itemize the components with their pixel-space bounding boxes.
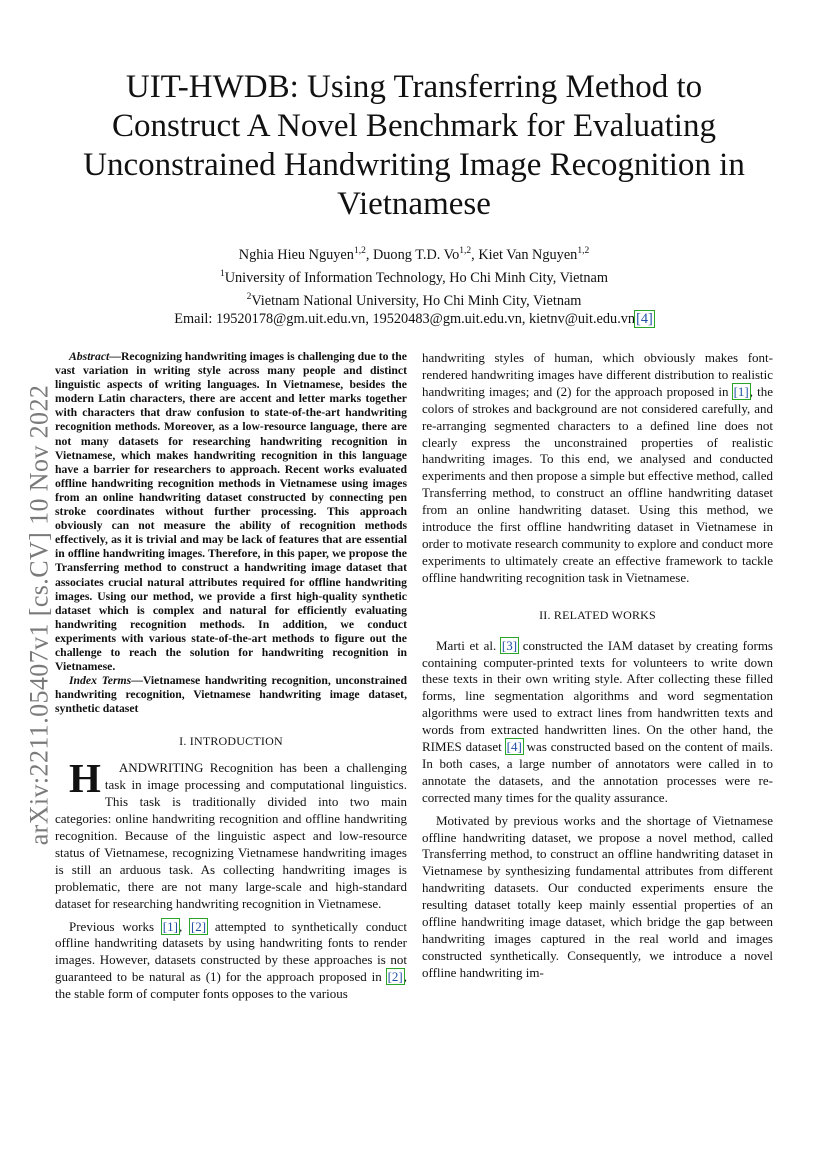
abstract: Abstract—Recognizing handwriting images is challenging due to the vast variation in writing style across many people and distinct linguistic aspects of writing languages. In Vietnamese, besides the modern Latin characters, there are accent and letter marks together with characters that draw confusion to state-of-the-art handwriting recognition methods. Moreover, as a low-resource language, there are not many datasets for researching handwriting recognition in Vietnamese, which makes handwriting recognition in this language have a barrier for researchers to approach. Recent works evaluated offline handwriting recognition methods in Vietnamese using images from an online handwriting dataset constructed by connecting pen stroke coordinates without further processing. This approach obviously can not measure the ability of recognition methods effectively, as it is trivial and may be lack of features that are essential in offline handwriting images. Therefore, in this paper, we propose the Transferring method to construct a handwriting image dataset that associates crucial natural attributes required for offline handwriting images. Using our method, we provide a first high-quality synthetic dataset which is complex and natural for efficiently evaluating handwriting recognition methods. In addition, we conduct experiments with various state-of-the-art methods to figure out the challenge to reach the solution for handwriting recognition in Vietnamese. (55, 350, 407, 674)
author-list: Nghia Hieu Nguyen$^{1,2}$, Duong T.D. Vo$^{1,2}$, Kiet Van Nguyen$^{1,2}$ (238, 246, 590, 263)
paper-title: UIT-HWDB: Using Transferring Method to Construct A Novel Benchmark for Evaluating Unconstrained Handwriting Image Recognition in Vietnamese (83, 69, 745, 222)
author-block (70, 242, 758, 329)
intro-paragraph-2: Previous works [1], [2] attempted to synthetically conduct offline handwriting datasets by using handwriting fonts to render images. However, datasets constructed by these approaches is not guaranteed to be natural as (1) for the approach proposed in [2], the stable form of computer fonts opposes to the various (55, 918, 408, 1002)
citation-link[interactable]: [1] (733, 383, 749, 399)
right-column (422, 350, 773, 982)
citation-link[interactable]: [3] (501, 637, 518, 653)
citation-link[interactable]: [2] (190, 918, 207, 934)
section-heading-related-works: II. RELATED WORKS (539, 607, 656, 622)
citation-link[interactable]: [1] (162, 918, 178, 934)
section-heading-introduction: I. INTRODUCTION (179, 734, 283, 749)
related-works-paragraph-1: Marti et al. [3] constructed the IAM dataset by creating forms containing computer-printed texts for volunteers to write down these texts in their own writing style. After collecting these filled forms, line segmentation algorithms and word segmentation algorithms were used to extract lines from handwritten texts and words from extracted handwritten lines. On the other hand, the RIMES dataset [4] was constructed based on the content of mails. In both cases, a large number of annotators were called in to annotate the datasets, and the annotation processes were re-corrected many times for the quality assurance. (422, 637, 773, 805)
arxiv-id-text: arXiv:2211.05407v1 [cs.CV] 10 Nov 2022 (24, 384, 53, 845)
affiliation-1: $^1$University of Information Technology, Ho Chi Minh City, Vietnam (219, 268, 609, 286)
left-column (55, 350, 407, 1003)
drop-cap: H (69, 755, 101, 802)
intro-paragraph-2-continued: handwriting styles of human, which obviously makes font-rendered handwriting images have different distribution to realistic handwriting images; and (2) for the approach proposed in [1], the colors of strokes and background are not considered carefully, and re-arranging segmented characters to a defined line does not clearly express the unconstrained properties of realistic handwriting images. To this end, we analysed and conducted experiments and then propose a simple but effective method, called Transferring method, to construct an offline handwriting dataset from an online handwriting dataset. Using this method, we introduce the first offline handwriting dataset in Vietnamese in order to motivate research community to explore and conduct more experiments to ultimately create an effective framework to tackle offline handwriting recognition task in Vietnamese. (422, 350, 773, 585)
citation-link[interactable]: [4] (636, 311, 653, 328)
index-terms: Index Terms—Vietnamese handwriting recognition, unconstrained handwriting recognition, Vietnamese handwriting image dataset, synthetic dataset (55, 674, 407, 716)
citation-link[interactable]: [2] (387, 969, 403, 985)
citation-link[interactable]: [4] (506, 739, 522, 755)
intro-paragraph-1: H ANDWRITING Recognition has been a challenging task in image processing and computational linguistics. This task is traditionally divided into two main categories: online handwriting recognition and offline handwriting recognition. Because of the linguistic aspect and low-resource status of Vietnamese, recognizing Vietnamese handwriting images is still an arduous task. As collecting handwriting images is problematic, there are not many large-scale and high-standard dataset for researching handwriting recognition in Vietnamese. (55, 755, 407, 911)
affiliation-2: $^2$Vietnam National University, Ho Chi Minh City, Vietnam (246, 291, 582, 309)
related-works-paragraph-2: Motivated by previous works and the shortage of Vietnamese offline handwriting dataset, we propose a novel method, called Transferring method, to construct an offline handwriting dataset in Vietnamese by synthesizing fundamental attributes from different handwriting datasets. Our conducted experiments ensure the resulting dataset totally keep mainly essential properties of an offline handwriting image dataset, which bridge the gap between handwriting images captured in the real world and images constructed synthetically. Consequently, we introduce a novel offline handwriting im- (422, 812, 773, 980)
email-line: Email: 19520178@gm.uit.edu.vn, 19520483@gm.uit.edu.vn, kietnv@uit.edu.vn[4] (174, 311, 653, 328)
